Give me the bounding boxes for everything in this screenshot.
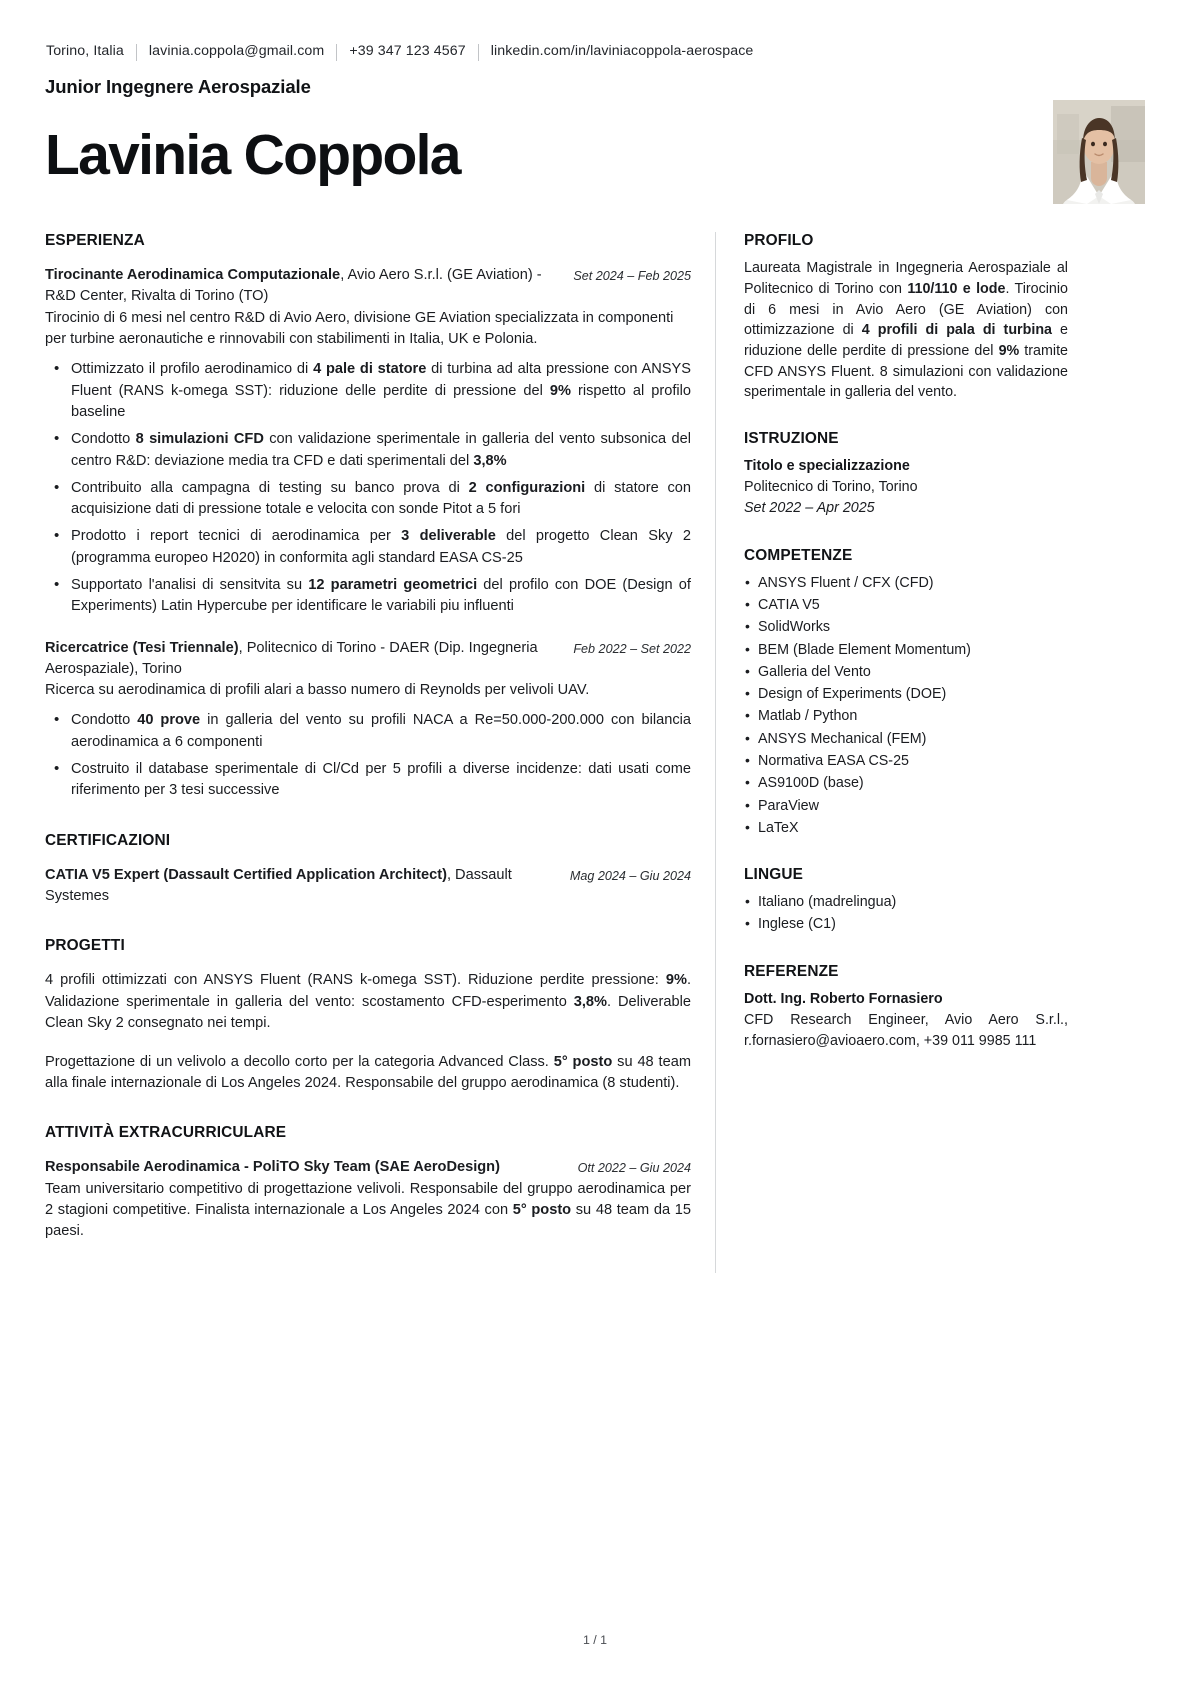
- body-text: Ottimizzato il profilo aerodinamico di: [71, 361, 314, 378]
- body-text: rispetto al profilo baseline: [71, 382, 691, 420]
- skill-item: • Design of Experiments (DOE): [744, 684, 1068, 705]
- body-text: di statore con acquisizione dati di pressione totale e velocita con sonde Pitot a 5 fori: [71, 479, 692, 518]
- bullet-item: [45, 759, 691, 802]
- education-dates: Set 2022 – Apr 2025: [744, 500, 875, 517]
- section-heading-referenze: REFERENZE: [744, 962, 839, 980]
- body-text: Condotto: [71, 431, 136, 448]
- languages-list: [744, 892, 1068, 936]
- candidate-name: Lavinia Coppola: [45, 123, 460, 187]
- emphasis-text: 5° posto: [512, 1202, 572, 1219]
- body-text: 4 profili ottimizzati con ANSYS Fluent (RANS k-omega SST). Riduzione perdite pressione:: [45, 972, 666, 989]
- section-heading-profilo: PROFILO: [744, 232, 814, 250]
- body-text: . Deliverable Clean Sky 2 consegnato nei tempi.: [45, 993, 691, 1032]
- body-text: Progettazione di un velivolo a decollo corto per la categoria Advanced Class.: [45, 1053, 554, 1070]
- section-progetti: [45, 937, 691, 1094]
- experience-org: , Avio Aero S.r.l. (GE Aviation) - R&D Center, Rivalta di Torino (TO): [45, 267, 542, 305]
- section-heading-istruzione: ISTRUZIONE: [744, 430, 839, 448]
- section-lingue: [744, 866, 1068, 936]
- profile-text: [744, 258, 1068, 403]
- contact-line: [45, 40, 1145, 62]
- body-text: con validazione sperimentale in galleria del vento subsonica del centro R&D: deviazione media tra CFD e dati sperimentali del: [71, 431, 691, 469]
- body-text: Contribuito alla campagna di testing su banco prova di: [71, 479, 469, 496]
- section-heading-esperienza: ESPERIENZA: [45, 232, 145, 250]
- job-title: Junior Ingegnere Aerospaziale: [45, 76, 311, 97]
- experience-entry: [45, 265, 691, 617]
- section-heading-progetti: PROGETTI: [45, 937, 125, 955]
- body-text: Team universitario competitivo di progettazione velivoli. Responsabile del gruppo aerodinamica per 2 stagioni competitive. Finalista internazionale a Los Angeles 2024 con: [45, 1180, 691, 1219]
- experience-date: Set 2024 – Feb 2025: [573, 269, 691, 284]
- emphasis-text: 110/110 e lode: [907, 280, 1006, 297]
- skill-item: • Galleria del Vento: [744, 662, 1068, 683]
- certification-name: CATIA V5 Expert (Dassault Certified Application Architect): [45, 866, 447, 883]
- experience-role: Ricercatrice (Tesi Triennale): [45, 639, 239, 656]
- education-school: Politecnico di Torino, Torino: [744, 479, 918, 496]
- main-column: [45, 232, 715, 1273]
- body-text: Laureata Magistrale in Ingegneria Aerospaziale al Politecnico di Torino con: [744, 260, 1068, 297]
- section-heading-extracurriculare: ATTIVITÀ EXTRACURRICULARE: [45, 1124, 287, 1142]
- body-text: Costruito il database sperimentale di Cl/Cd per 5 profili a diverse incidenze: dati usati come riferimento per 3 tesi successive: [71, 761, 691, 799]
- extracurricular-description: [45, 1179, 691, 1243]
- body-text: . Validazione sperimentale in galleria del vento: scostamento CFD-esperimento: [45, 972, 691, 1010]
- skill-item: • ANSYS Mechanical (FEM): [744, 729, 1068, 750]
- portrait-illustration: [1053, 100, 1145, 204]
- emphasis-text: 3 deliverable: [401, 528, 496, 545]
- emphasis-text: 4 pale di statore: [313, 361, 427, 378]
- section-heading-lingue: LINGUE: [744, 866, 804, 884]
- language-item: • Inglese (C1): [744, 914, 1068, 935]
- extracurricular-role: Responsabile Aerodinamica - PoliTO Sky Team (SAE AeroDesign): [45, 1159, 500, 1176]
- body-text: Supportato l'analisi di sensitvita su: [71, 576, 309, 593]
- section-heading-certificazioni: CERTIFICAZIONI: [45, 831, 171, 849]
- bullet-item: [45, 359, 691, 423]
- certification-issuer: , Dassault Systemes: [45, 866, 512, 904]
- section-referenze: [744, 963, 1068, 1052]
- emphasis-text: 9%: [549, 382, 571, 399]
- body-text: di turbina ad alta pressione con ANSYS Fluent (RANS k-omega SST): riduzione delle perdite di pressione del: [71, 361, 691, 399]
- emphasis-text: 12 parametri geometrici: [308, 576, 478, 593]
- body-text: tramite CFD ANSYS Fluent. 8 simulazioni con validazione sperimentale in galleria del vento.: [744, 343, 1068, 401]
- project-paragraph: [45, 1052, 691, 1095]
- skill-item: • CATIA V5: [744, 595, 1068, 616]
- experience-entry-header: [45, 265, 691, 308]
- experience-org: , Politecnico di Torino - DAER (Dip. Ingegneria Aerospaziale), Torino: [45, 639, 538, 677]
- experience-bullet-list: [45, 710, 691, 801]
- section-istruzione: [744, 430, 1068, 519]
- language-item: • Italiano (madrelingua): [744, 892, 1068, 913]
- experience-role: Tirocinante Aerodinamica Computazionale: [45, 267, 341, 284]
- skill-item: • SolidWorks: [744, 617, 1068, 638]
- section-extracurriculare: [45, 1124, 691, 1242]
- contact-divider: [336, 44, 337, 61]
- emphasis-text: 3,8%: [473, 452, 507, 469]
- body-text: Prodotto i report tecnici di aerodinamica per: [71, 528, 402, 545]
- experience-bullet-list: [45, 359, 691, 617]
- reference-name: Dott. Ing. Roberto Fornasiero: [744, 990, 943, 1007]
- page-indicator: 1 / 1: [582, 1633, 608, 1647]
- section-competenze: [744, 547, 1068, 840]
- skill-item: • Matlab / Python: [744, 706, 1068, 727]
- skill-item: • LaTeX: [744, 818, 1068, 839]
- bullet-item: [45, 526, 691, 569]
- skill-item: • ParaView: [744, 796, 1068, 817]
- section-heading-competenze: COMPETENZE: [744, 546, 853, 564]
- emphasis-text: 2 configurazioni: [468, 479, 586, 496]
- section-profilo: [744, 232, 1068, 403]
- profile-photo: [1053, 100, 1145, 204]
- resume-header: [45, 40, 1145, 187]
- body-text: . Tirocinio di 6 mesi in Avio Aero (GE Aviation) con ottimizzazione di: [744, 280, 1069, 339]
- emphasis-text: 4 profili di pala di turbina: [861, 322, 1053, 339]
- contact-email[interactable]: lavinia.coppola@gmail.com: [148, 43, 325, 59]
- emphasis-text: 9%: [665, 972, 687, 989]
- sidebar-column: [716, 232, 1068, 1273]
- section-esperienza: [45, 232, 691, 802]
- emphasis-text: 3,8%: [573, 993, 608, 1010]
- emphasis-text: 5° posto: [553, 1053, 613, 1070]
- skill-item: • Normativa EASA CS-25: [744, 751, 1068, 772]
- skill-item: • BEM (Blade Element Momentum): [744, 640, 1068, 661]
- extracurricular-entry-header: [45, 1157, 691, 1178]
- experience-description: Tirocinio di 6 mesi nel centro R&D di Avio Aero, divisione GE Aviation specializzata in componenti per turbine aeronautiche e rinnovabili con stabilimenti in Italia, UK e Polonia.: [45, 309, 674, 348]
- certification-entry: [45, 865, 691, 908]
- body-text: del progetto Clean Sky 2 (programma europeo H2020) in conformita agli standard EASA CS-25: [71, 528, 691, 566]
- body-text: Condotto: [71, 712, 138, 729]
- bullet-item: [45, 478, 691, 521]
- extracurricular-date: Ott 2022 – Giu 2024: [577, 1161, 691, 1176]
- experience-entry: [45, 638, 691, 802]
- experience-description: Ricerca su aerodinamica di profili alari a basso numero di Reynolds per velivoli UAV.: [45, 682, 590, 699]
- project-paragraph: [45, 970, 691, 1034]
- body-text: e riduzione delle perdite di pressione del: [744, 322, 1068, 359]
- bullet-item: [45, 710, 691, 753]
- body-text: su 48 team alla finale internazionale di Los Angeles 2024. Responsabile del gruppo aerodinamica (8 studenti).: [45, 1053, 691, 1091]
- body-text: del profilo con DOE (Design of Experiments) Latin Hypercube per identificare le variabili piu influenti: [71, 576, 691, 615]
- skill-item: • ANSYS Fluent / CFX (CFD): [744, 573, 1068, 594]
- emphasis-text: 8 simulazioni CFD: [135, 431, 264, 448]
- body-text: in galleria del vento su profili NACA a Re=50.000-200.000 con bilancia aerodinamica a 6 componenti: [71, 712, 691, 750]
- section-certificazioni: [45, 832, 691, 908]
- certification-date: Mag 2024 – Giu 2024: [569, 868, 691, 883]
- bullet-item: [45, 575, 691, 618]
- emphasis-text: 9%: [998, 343, 1020, 359]
- contact-divider: [478, 44, 479, 61]
- contact-linkedin[interactable]: linkedin.com/in/laviniacoppola-aerospace: [490, 43, 754, 59]
- contact-location: Torino, Italia: [46, 43, 124, 59]
- certification-entry-header: [45, 865, 691, 908]
- education-degree: Titolo e specializzazione: [744, 458, 910, 475]
- extracurricular-entry: [45, 1157, 691, 1242]
- resume-body: [45, 232, 1145, 1273]
- bullet-item: [45, 429, 691, 472]
- reference-details: CFD Research Engineer, Avio Aero S.r.l., r.fornasiero@avioaero.com, +39 011 9985 111: [744, 1011, 1068, 1049]
- skills-list: [744, 573, 1068, 840]
- emphasis-text: 40 prove: [137, 712, 201, 729]
- experience-entry-header: [45, 638, 691, 681]
- contact-divider: [136, 44, 137, 61]
- body-text: su 48 team da 15 paesi.: [45, 1202, 691, 1240]
- contact-phone[interactable]: +39 347 123 4567: [349, 43, 466, 59]
- skill-item: • AS9100D (base): [744, 773, 1068, 794]
- experience-date: Feb 2022 – Set 2022: [573, 641, 691, 656]
